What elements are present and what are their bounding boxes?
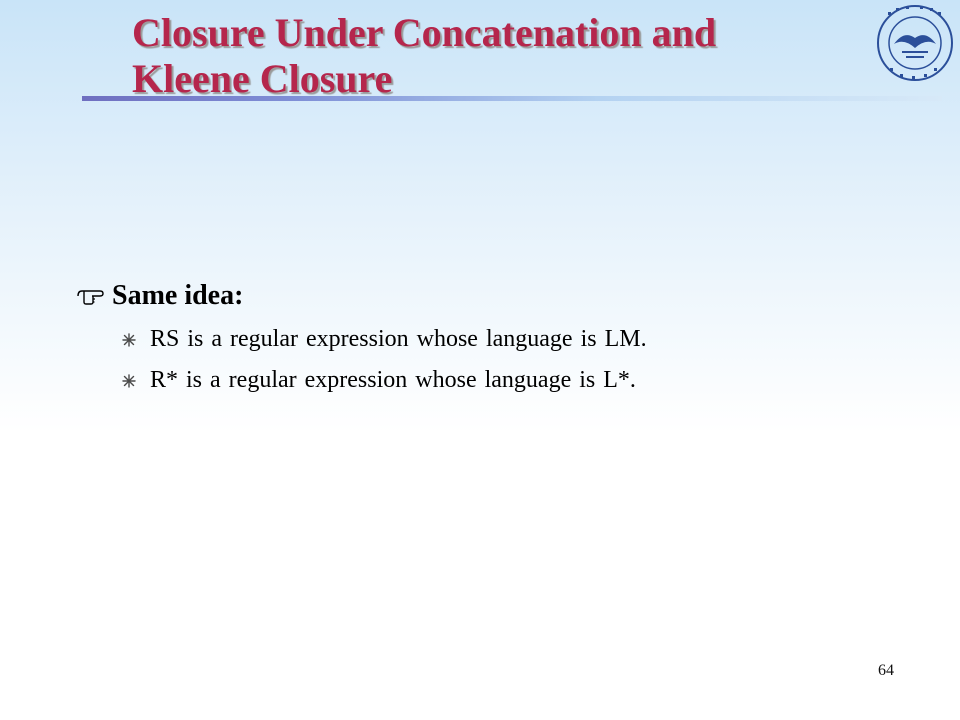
bullet-item — [76, 280, 647, 312]
snowflake-icon — [122, 374, 136, 388]
sub-bullet-text: R* is a regular expression whose language is L*. — [150, 367, 636, 393]
pointing-hand-icon — [76, 286, 106, 306]
page-number: 64 — [878, 662, 894, 679]
slide-body — [76, 280, 647, 394]
sub-bullet-item — [122, 367, 647, 394]
sub-bullet-item — [122, 326, 647, 353]
slide-title-line2: Kleene Closure — [132, 56, 393, 101]
bullet-text: Same idea: — [112, 280, 244, 311]
sub-bullet-text: RS is a regular expression whose language is LM. — [150, 326, 647, 352]
slide-title-line1: Closure Under Concatenation and — [132, 10, 717, 55]
snowflake-icon — [122, 333, 136, 347]
slide-title — [132, 10, 852, 102]
university-seal-logo — [876, 4, 954, 82]
